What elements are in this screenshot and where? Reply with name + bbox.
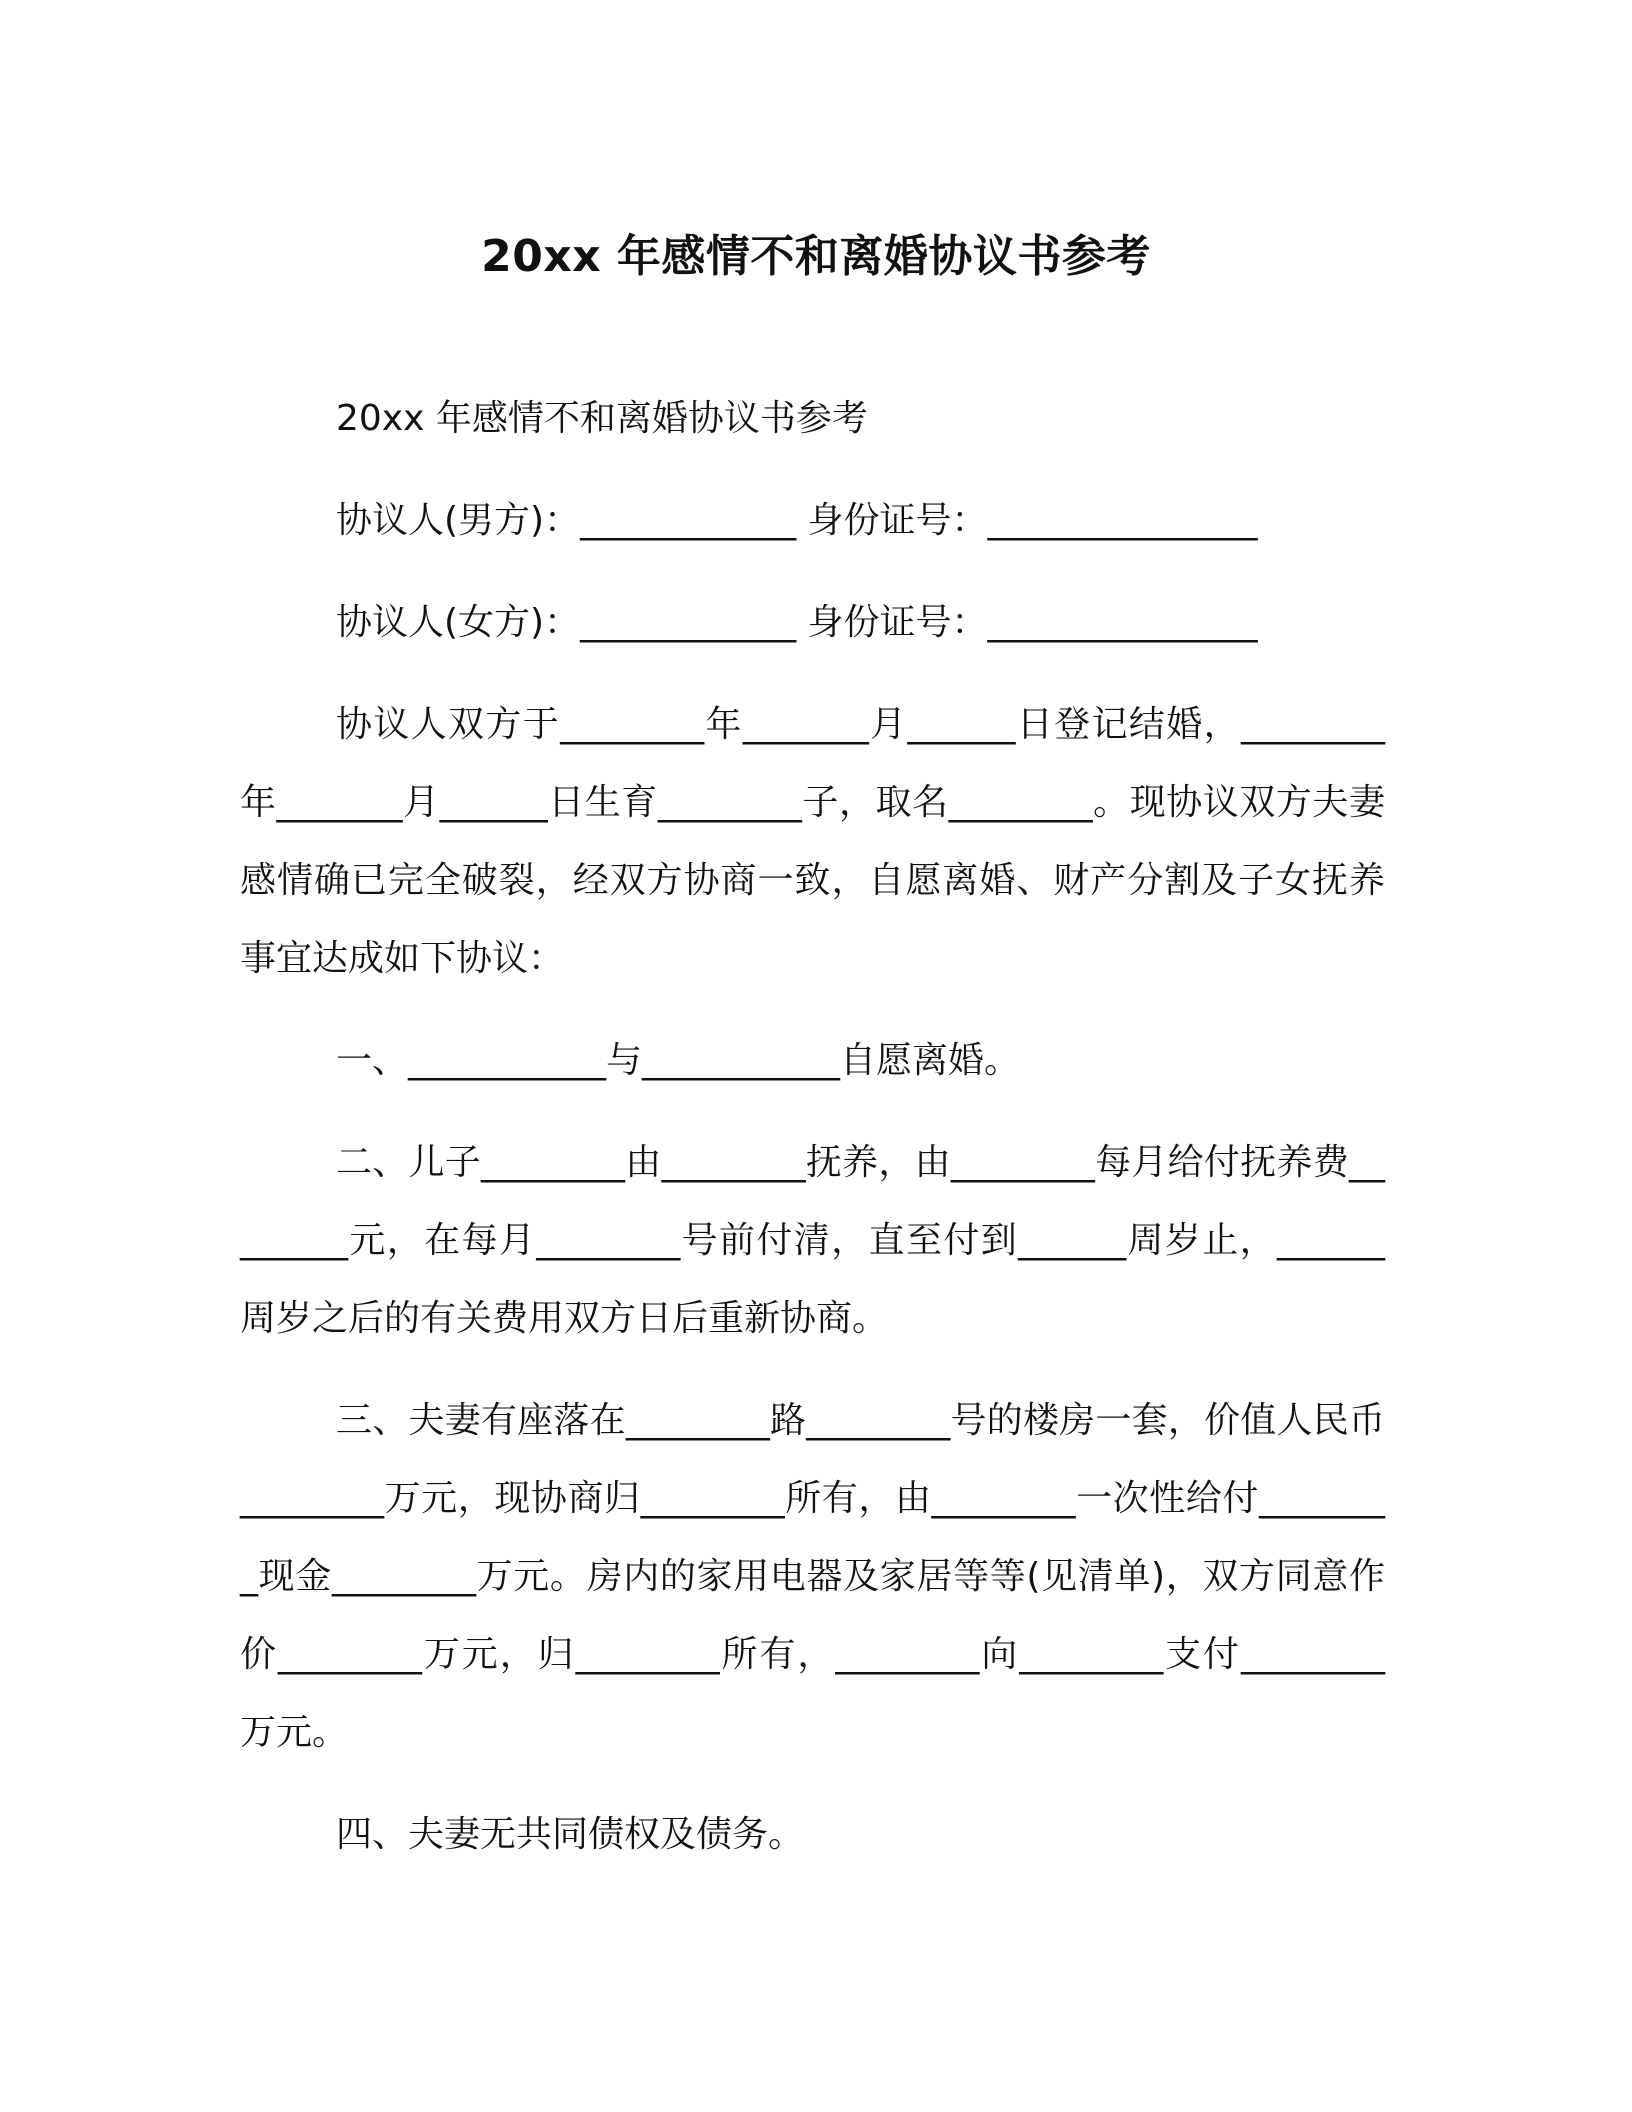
paragraph-clause-4: 四、夫妻无共同债权及债务。 [336,1814,805,1855]
paragraph-clause-3: 三、夫妻有座落在________路________号的楼房一套，价值人民币________万元，现协商归________所有，由________一次性给付________现金________万元。房内的家用电器及家居等等(见清单)，双方同意作价________万元，归________所有，________向________支付________万元。 [240,1400,1385,1753]
document-title: 20xx 年感情不和离婚协议书参考 [481,231,1151,282]
paragraph-clause-1: 一、___________与___________自愿离婚。 [336,1040,1021,1081]
paragraph-male-party: 协议人(男方)：____________ 身份证号：_______________ [336,500,1258,541]
paragraph-female-party: 协议人(女方)：____________ 身份证号：_______________ [336,602,1258,643]
paragraph-clause-2: 二、儿子________由________抚养，由________每月给付抚养费________元，在每月________号前付清，直至付到______周岁止，______周岁之后的有关费用双方日后重新协商。 [240,1142,1385,1339]
paragraph-preamble: 协议人双方于________年_______月______日登记结婚，________年_______月______日生育________子，取名________。现协议双方夫妻感情确已完全破裂，经双方协商一致，自愿离婚、财产分割及子女抚养事宜达成如下协议： [240,704,1385,979]
document-body [240,380,1385,1898]
paragraph-subtitle: 20xx 年感情不和离婚协议书参考 [336,398,868,439]
